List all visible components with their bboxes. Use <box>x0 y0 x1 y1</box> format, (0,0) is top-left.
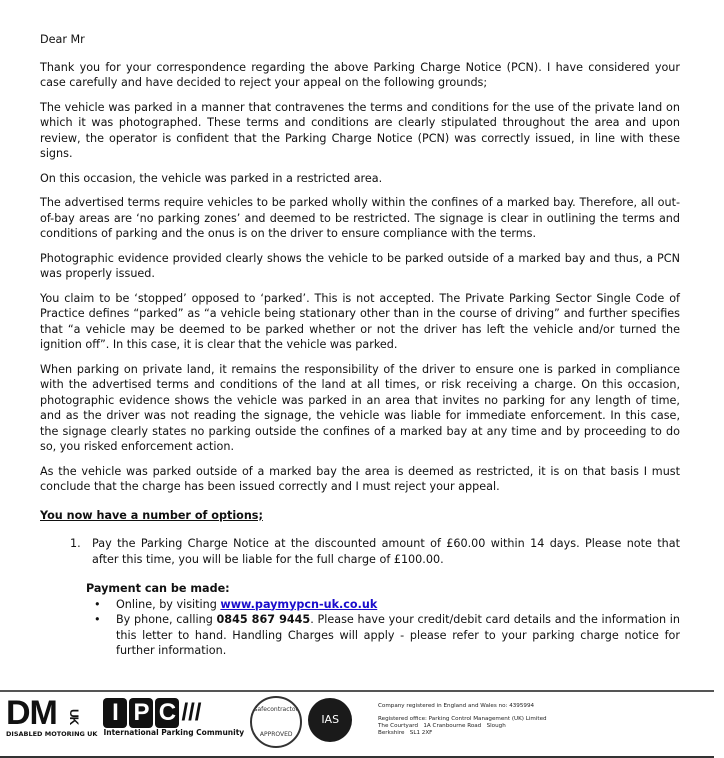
company-info <box>378 703 547 737</box>
phone-text: By phone, calling <box>116 613 217 626</box>
footer-divider <box>0 690 714 692</box>
bullet-icon: • <box>94 613 101 626</box>
paragraph: Thank you for your correspondence regarding the above Parking Charge Notice (PCN). I have considered your case carefully and have decided to reject your appeal on the following grounds; <box>40 60 680 89</box>
paragraph: You claim to be ‘stopped’ opposed to ‘parked’. This is not accepted. The Private Parking Sector Single Code of Practice defines “parked” as “a vehicle being stationary other than in the course of driving” and further specifies that “a vehicle may be deemed to be parked whether or not the driver has left the vehicle and/or turned the ignition off”. In this case, it is clear that the vehicle was parked. <box>40 291 680 351</box>
paragraph: When parking on private land, it remains the responsibility of the driver to ensure one is parked in compliance with the advertised terms and conditions of the land at all times, or risk receiving a charge. On this occasion, photographic evidence shows the vehicle was parked in an area that invites no parking for any length of time, and as the driver was not reading the signage, the vehicle was liable for immediate enforcement. In this case, the signage clearly states no parking outside the confines of a marked bay at any time and by proceeding to do so, you risked enforcement action. <box>40 362 680 453</box>
paragraph: As the vehicle was parked outside of a marked bay the area is deemed as restricted, it is on that basis I must conclude that the charge has been issued correctly and I must reject your appeal. <box>40 464 680 493</box>
office-line: The Courtyard 1A Cranbourne Road Slough <box>378 723 506 729</box>
greeting: Dear Mr <box>40 33 85 46</box>
dm-uk-text: UK <box>66 708 81 724</box>
options-heading: You now have a number of options; <box>40 508 263 522</box>
office-line: Berkshire SL1 2XF <box>378 730 433 736</box>
letter-body <box>40 32 680 659</box>
bullet-icon: • <box>94 597 101 611</box>
dm-uk-logo <box>6 696 97 739</box>
paragraph: On this occasion, the vehicle was parked in a restricted area. <box>40 171 383 185</box>
payment-section <box>86 581 680 659</box>
ipc-letter: I <box>103 698 127 728</box>
ias-logo: IAS <box>308 698 352 742</box>
ipc-logo: I P C /// International Parking Community <box>103 699 245 737</box>
phone-number: 0845 867 9445 <box>216 613 311 626</box>
office-line: Registered office: Parking Control Management (UK) Limited <box>378 716 547 722</box>
seal-bottom: APPROVED <box>259 730 293 738</box>
ipc-letter: C <box>155 698 179 728</box>
online-text: Online, by visiting <box>116 597 221 611</box>
payment-online <box>94 597 680 613</box>
payment-title: Payment can be made: <box>86 582 230 595</box>
paragraph: Photographic evidence provided clearly shows the vehicle to be parked outside of a marked bay and thus, a PCN was properly issued. <box>40 251 680 280</box>
payment-link[interactable]: www.paymypcn-uk.co.uk <box>220 597 378 611</box>
paragraph: The vehicle was parked in a manner that contravenes the terms and conditions for the use of the private land on which it was photographed. These terms and conditions are clearly stipulated throughout the area and upon review, the operator is confident that the Parking Charge Notice (PCN) was correctly issued, in line with these signs. <box>40 100 680 160</box>
option-text: Pay the Parking Charge Notice at the discounted amount of £60.00 within 14 days. Please note that after this time, you will be liable for the full charge of £100.00. <box>92 537 680 566</box>
paragraph: The advertised terms require vehicles to be parked wholly within the confines of a marked bay. Therefore, all out-of-bay areas are ‘no parking zones’ and deemed to be restricted. The signage is clear in outlining the terms and conditions of parking and the onus is on the driver to ensure compliance with the terms. <box>40 196 680 240</box>
phone-suffix: . Please have your credit/debit card details and the information in this letter to hand. Handling Charges will apply - please refer to your parking charge notice for further information. <box>116 613 680 657</box>
ipc-sub: International Parking Community <box>103 728 245 737</box>
dm-logo-text: DM <box>6 694 57 732</box>
company-reg: Company registered in England and Wales no: 4395994 <box>378 703 535 709</box>
ipc-letter: P <box>129 698 153 728</box>
seal-top: safecontractor <box>254 706 299 713</box>
dm-sub: DISABLED MOTORING UK <box>6 730 98 738</box>
option-1 <box>70 536 680 567</box>
option-number: 1. <box>70 537 81 550</box>
safecontractor-seal <box>250 696 302 748</box>
footer-logos <box>6 696 352 752</box>
payment-phone <box>94 612 680 659</box>
